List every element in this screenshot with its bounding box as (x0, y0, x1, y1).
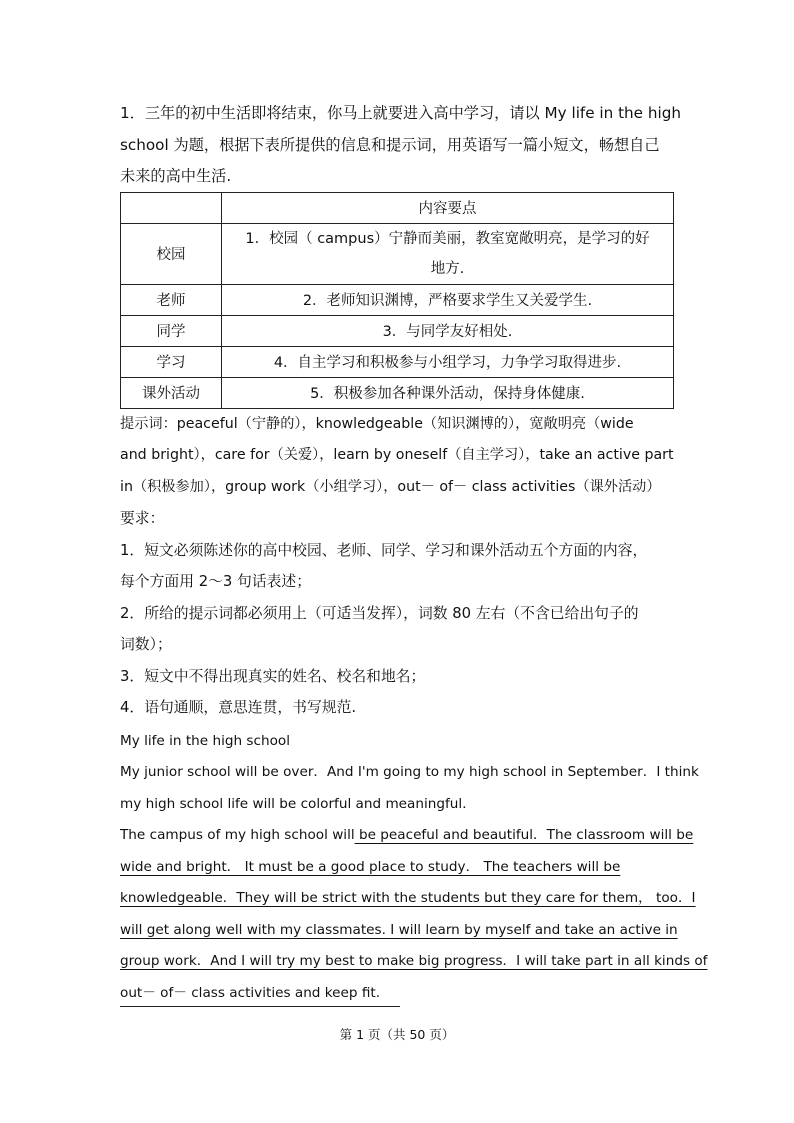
answer-line (120, 915, 678, 947)
document-page (120, 98, 708, 1009)
requirement-line: 每个方面用 2～3 句话表述； (120, 573, 312, 590)
answer-line (120, 852, 674, 884)
essay-title: My life in the high school (120, 732, 291, 749)
answer-line (120, 883, 696, 915)
table-row (121, 346, 674, 377)
intro-line: 1．三年的初中生活即将结束，你马上就要进入高中学习，请以 My life in the high (120, 104, 681, 122)
table-row (121, 223, 674, 284)
answer-line (120, 946, 708, 978)
table-header-category (121, 192, 222, 223)
table-cell-category: 学习 (121, 346, 222, 377)
essay-given-line: my high school life will be colorful and meaningful． (120, 795, 476, 812)
table-cell-content-line: 1．校园（ campus）宁静而美丽，教室宽敞明亮，是学习的好 (245, 230, 650, 247)
table-header-row (121, 192, 674, 223)
intro-line: 未来的高中生活. (120, 167, 232, 185)
answer-first-line (120, 820, 694, 852)
answer-prefix: The campus of my high school will (120, 827, 355, 843)
answer-text: group work．And I will try my best to make big progress．I will take part in all kinds of (120, 953, 708, 969)
table-row (121, 377, 674, 408)
page-footer: 第 1 页（共 50 页） (339, 1027, 455, 1042)
table-cell-content-line: 地方. (430, 260, 465, 277)
question-intro (120, 98, 681, 193)
essay-given-line: My junior school will be over．And I'm going to my high school in September．I think (120, 764, 699, 780)
table-cell-content: 2．老师知识渊博，严格要求学生又关爱学生. (222, 284, 674, 315)
table-cell-category: 老师 (121, 284, 222, 315)
table-cell-content: 3．与同学友好相处. (222, 315, 674, 346)
table-cell-content: 5．积极参加各种课外活动，保持身体健康. (222, 377, 674, 408)
table-row (121, 315, 674, 346)
requirement-line: 词数）； (120, 636, 172, 653)
requirement-line: 1．短文必须陈述你的高中校园、老师、同学、学习和课外活动五个方面的内容， (120, 541, 648, 559)
table-row (121, 284, 674, 315)
table-header-content: 内容要点 (222, 192, 674, 223)
hint-words (120, 409, 674, 504)
hint-line: in（积极参加），group work（小组学习），out－ of－ class activities（课外活动） (120, 478, 661, 495)
table-cell-content (222, 223, 674, 284)
answer-text: wide and bright． It must be a good place to study． The teachers will be (120, 858, 621, 875)
requirement-line: 2．所给的提示词都必须用上（可适当发挥），词数 80 左右（不含已给出句子的 (120, 604, 639, 622)
answer-line (120, 978, 674, 1010)
answer-text: will get along well with my classmates. I will learn by myself and take an active in (120, 921, 678, 938)
table-cell-category: 课外活动 (121, 377, 222, 408)
table-cell-category: 同学 (121, 315, 222, 346)
essay-answer (120, 820, 708, 1009)
intro-line: school 为题，根据下表所提供的信息和提示词，用英语写一篇小短文，畅想自己 (120, 135, 660, 154)
answer-text: be peaceful and beautiful．The classroom will be (354, 827, 694, 843)
table-cell-content: 4．自主学习和积极参与小组学习，力争学习取得进步. (222, 346, 674, 377)
essay (120, 726, 708, 1010)
hint-line: and bright），care for（关爱），learn by oneself（自主学习），take an active part (120, 447, 674, 463)
answer-text: out－ of－ class activities and keep fit. (120, 980, 400, 1007)
requirement-line: 3．短文中不得出现真实的姓名、校名和地名； (120, 667, 426, 685)
content-points-table (120, 192, 674, 409)
hint-line: 提示词：peaceful（宁静的），knowledgeable（知识渊博的），宽敞明亮（wide (120, 415, 634, 432)
answer-text: knowledgeable．They will be strict with the students but they care for them， too．I (120, 890, 696, 906)
requirement-line: 4．语句通顺，意思连贯，书写规范. (120, 699, 357, 716)
requirements-label: 要求： (120, 510, 165, 527)
table-cell-category: 校园 (121, 223, 222, 284)
requirements (120, 503, 674, 724)
